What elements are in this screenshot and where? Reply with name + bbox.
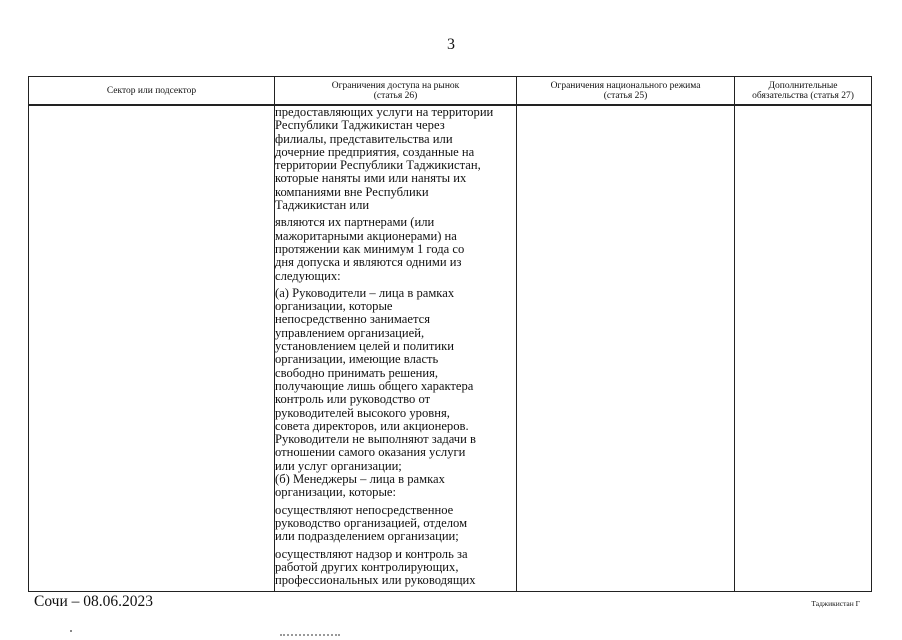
text-line: (б) Менеджеры – лица в рамках <box>275 472 445 487</box>
header-market-access <box>275 77 517 106</box>
text-line: руководителей высокого уровня, <box>275 405 450 420</box>
header-additional-commitments-label <box>735 81 871 101</box>
market-access-paragraph <box>275 216 516 282</box>
footer-date-location: Сочи – 08.06.2023 <box>34 593 154 610</box>
text-line: дочерние предприятия, созданные на <box>275 144 475 159</box>
header-label-line: (статья 25) <box>603 90 648 101</box>
text-line: осуществляют надзор и контроль за <box>275 546 468 561</box>
page-number: 3 <box>447 36 455 53</box>
market-access-paragraph <box>275 504 516 544</box>
table-header-row <box>29 77 872 106</box>
header-label-line: обязательства (статья 27) <box>752 90 854 101</box>
cell-additional-commitments <box>735 105 872 592</box>
text-line: протяжении как минимум 1 года со <box>275 241 465 256</box>
text-line: руководство организацией, отделом <box>275 515 468 530</box>
market-access-text <box>275 106 516 587</box>
text-line: мажоритарными акционерами) на <box>275 228 457 243</box>
text-line: осуществляют непосредственное <box>275 502 454 517</box>
header-additional-commitments <box>735 77 872 106</box>
scan-dot <box>70 630 72 632</box>
scan-artifact <box>280 634 340 640</box>
text-line: получающие лишь общего характера <box>275 378 474 393</box>
text-line: являются их партнерами (или <box>275 215 435 230</box>
text-line: (а) Руководители – лица в рамках <box>275 285 455 300</box>
text-line: следующих: <box>275 268 341 283</box>
text-line: Таджикистан или <box>275 198 370 213</box>
text-line: профессиональных или руководящих <box>275 573 476 588</box>
text-line: организации, которые: <box>275 485 396 500</box>
text-line: непосредственно занимается <box>275 312 431 327</box>
header-market-access-label <box>275 81 516 101</box>
market-access-paragraph <box>275 473 516 500</box>
schedule-table <box>28 76 872 592</box>
text-line: контроль или руководство от <box>275 392 431 407</box>
text-line: организации, которые <box>275 299 393 314</box>
text-line: дня допуска и являются одними из <box>275 255 462 270</box>
text-line: работой других контролирующих, <box>275 559 459 574</box>
header-label-line: Ограничения доступа на рынок <box>331 80 460 91</box>
text-line: управлением организацией, <box>275 325 425 340</box>
text-line: свободно принимать решения, <box>275 365 439 380</box>
text-line: или подразделением организации; <box>275 529 459 544</box>
market-access-paragraph <box>275 106 516 212</box>
text-line: совета директоров, или акционеров. <box>275 418 469 433</box>
header-label-line: Дополнительные <box>768 80 838 91</box>
text-line: филиалы, представительства или <box>275 131 453 146</box>
schedule-table-container <box>28 76 871 588</box>
header-national-treatment <box>517 77 735 106</box>
text-line: установлением целей и политики <box>275 339 454 354</box>
footer-country-label: Таджикистан Г <box>811 599 860 608</box>
text-line: компаниями вне Республики <box>275 184 429 199</box>
text-line: Республики Таджикистан через <box>275 118 445 133</box>
table-row <box>29 105 872 592</box>
header-sector-label: Сектор или подсектор <box>106 85 197 96</box>
cell-sector <box>29 105 275 592</box>
text-line: которые наняты ими или наняты их <box>275 171 467 186</box>
header-national-treatment-label <box>517 81 734 101</box>
market-access-paragraph <box>275 287 516 473</box>
header-label-line: Ограничения национального режима <box>550 80 701 91</box>
cell-market-access <box>275 105 517 592</box>
text-line: территории Республики Таджикистан, <box>275 158 481 173</box>
text-line: Руководители не выполняют задачи в <box>275 432 476 447</box>
text-line: отношении самого оказания услуги <box>275 445 466 460</box>
cell-national-treatment <box>517 105 735 592</box>
market-access-paragraph <box>275 548 516 588</box>
header-label-line: (статья 26) <box>373 90 418 101</box>
text-line: или услуг организации; <box>275 458 402 473</box>
text-line: организации, имеющие власть <box>275 352 439 367</box>
text-line: предоставляющих услуги на территории <box>275 105 494 119</box>
header-sector <box>29 77 275 106</box>
